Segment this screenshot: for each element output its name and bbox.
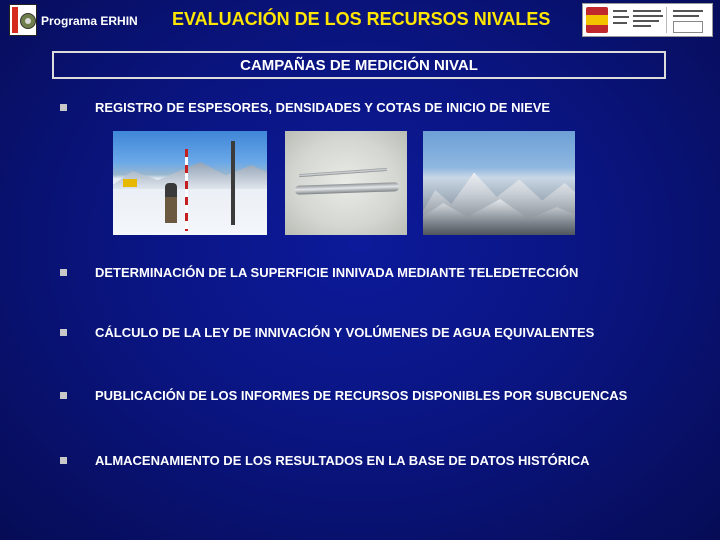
bullet-icon <box>60 392 67 399</box>
bullet-icon <box>60 104 67 111</box>
list-item <box>60 322 594 342</box>
list-item-text: CÁLCULO DE LA LEY DE INNIVACIÓN Y VOLÚMENES DE AGUA EQUIVALENTES <box>95 324 595 340</box>
snow-sampler-tube-photo <box>285 131 407 235</box>
bullet-icon <box>60 269 67 276</box>
page-title: EVALUACIÓN DE LOS RECURSOS NIVALES <box>172 9 551 29</box>
list-item <box>60 262 578 282</box>
bullet-icon <box>60 457 67 464</box>
list-item-text: ALMACENAMIENTO DE LOS RESULTADOS EN LA BASE DE DATOS HISTÓRICA <box>95 452 590 468</box>
list-item-text: PUBLICACIÓN DE LOS INFORMES DE RECURSOS DISPONIBLES POR SUBCUENCAS <box>95 387 628 403</box>
snow-survey-photo <box>113 131 267 235</box>
bullet-icon <box>60 329 67 336</box>
section-title-text: CAMPAÑAS DE MEDICIÓN NIVAL <box>240 56 478 74</box>
snowy-mountains-photo <box>423 131 575 235</box>
program-label: Programa ERHIN <box>41 14 138 28</box>
list-item <box>60 97 550 117</box>
list-item-text: REGISTRO DE ESPESORES, DENSIDADES Y COTAS DE INICIO DE NIEVE <box>95 99 551 115</box>
list-item <box>60 385 627 405</box>
list-item-text: DETERMINACIÓN DE LA SUPERFICIE INNIVADA MEDIANTE TELEDETECCIÓN <box>95 264 579 280</box>
list-item <box>60 450 590 470</box>
erhin-logo <box>9 4 37 36</box>
section-title <box>52 51 666 79</box>
government-logo <box>582 3 713 37</box>
